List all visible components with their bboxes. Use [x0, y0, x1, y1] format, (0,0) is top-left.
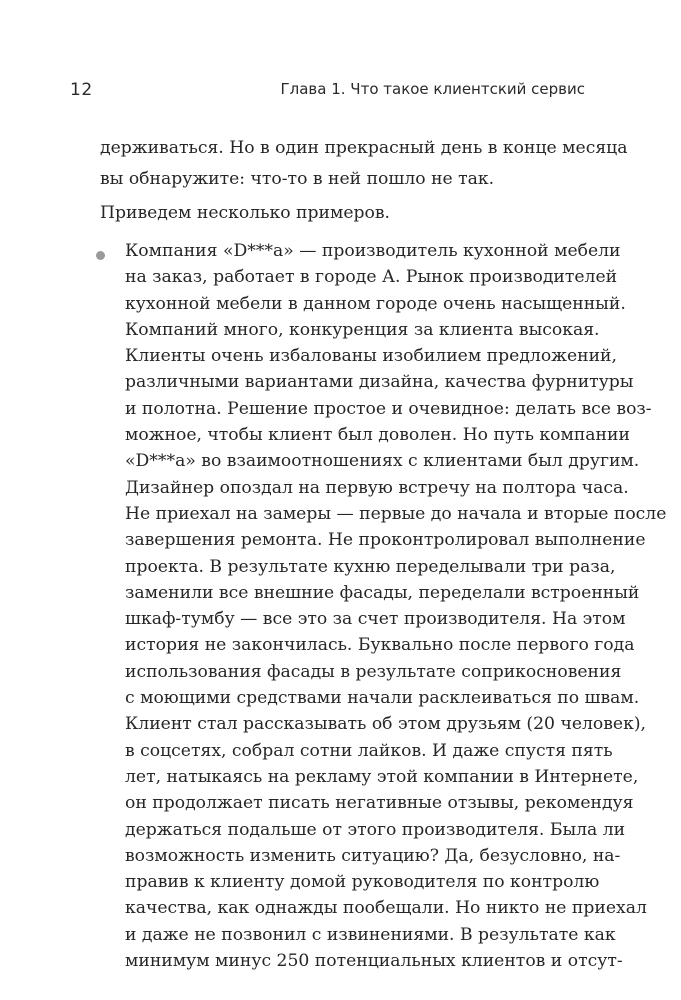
text-line: и даже не позвонил с извинениями. В результате как: [125, 924, 616, 945]
text-line: в соцсетях, собрал сотни лайков. И даже спустя пять: [125, 740, 613, 761]
text-line: «D***а» во взаимоотношениях с клиентами был другим.: [125, 451, 640, 472]
opening-paragraph: [100, 133, 627, 195]
text-line: Дизайнер опоздал на первую встречу на полтора часа.: [125, 477, 629, 498]
text-line: и полотна. Решение простое и очевидное: делать все воз-: [125, 398, 652, 419]
text-line: история не закончилась. Буквально после первого года: [125, 635, 635, 656]
text-line: правив к клиенту домой руководителя по контролю: [125, 872, 600, 893]
page-number: 12: [70, 80, 93, 100]
text-line: шкаф-тумбу — все это за счет производителя. На этом: [125, 609, 626, 630]
text-line: на заказ, работает в городе А. Рынок производителей: [125, 267, 618, 288]
text-line: Клиент стал рассказывать об этом друзьям (20 человек),: [125, 714, 647, 735]
text-line: минимум минус 250 потенциальных клиентов и отсут-: [125, 951, 623, 972]
bullet-marker: [96, 251, 105, 260]
text-line: можное, чтобы клиент был доволен. Но путь компании: [125, 425, 630, 446]
text-line: качества, как однажды пообещали. Но никто не приехал: [125, 898, 647, 919]
running-header: Глава 1. Что такое клиентский сервис: [280, 80, 585, 98]
text-line: проекта. В результате кухню переделывали три раза,: [125, 556, 616, 577]
text-line: завершения ремонта. Не проконтролировал выполнение: [125, 530, 646, 551]
text-line: с моющими средствами начали расклеиваться по швам.: [125, 688, 640, 709]
text-line: держиваться. Но в один прекрасный день в конце месяца: [100, 138, 628, 158]
text-line: он продолжает писать негативные отзывы, рекомендуя: [125, 793, 634, 814]
bullet-paragraph: [125, 238, 667, 974]
text-line: заменили все внешние фасады, переделали встроенный: [125, 582, 640, 603]
text-line: вы обнаружите: что-то в ней пошло не так.: [100, 169, 495, 189]
text-line: держаться подальше от этого производителя. Была ли: [125, 819, 626, 840]
text-line: возможность изменить ситуацию? Да, безусловно, на-: [125, 845, 621, 866]
text-line: Клиенты очень избалованы изобилием предложений,: [125, 346, 617, 367]
text-line: использования фасады в результате соприкосновения: [125, 661, 622, 682]
text-line: лет, натыкаясь на рекламу этой компании в Интернете,: [125, 766, 639, 787]
text-line: различными вариантами дизайна, качества фурнитуры: [125, 372, 634, 393]
text-line: Компания «D***а» — производитель кухонной мебели: [125, 241, 621, 261]
intro-paragraph: Приведем несколько примеров.: [100, 203, 390, 223]
text-line: Компаний много, конкуренция за клиента высокая.: [125, 319, 600, 340]
text-line: кухонной мебели в данном городе очень насыщенный.: [125, 293, 626, 314]
text-line: Не приехал на замеры — первые до начала и вторые после: [125, 503, 667, 524]
